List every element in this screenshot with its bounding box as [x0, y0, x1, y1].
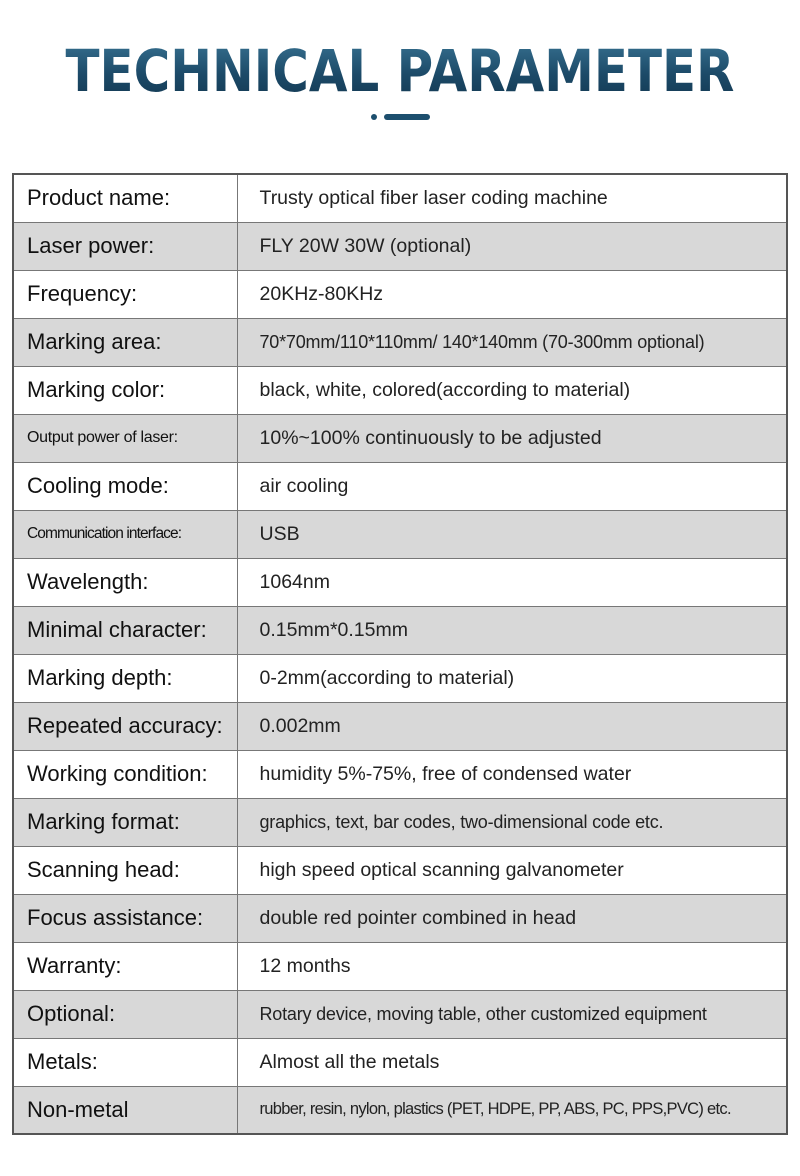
param-label: Minimal character: — [13, 606, 237, 654]
param-label: Marking area: — [13, 318, 237, 366]
param-value: black, white, colored(according to material) — [237, 366, 787, 414]
param-label: Marking depth: — [13, 654, 237, 702]
table-row — [13, 174, 787, 222]
param-label: Scanning head: — [13, 846, 237, 894]
param-label: Repeated accuracy: — [13, 702, 237, 750]
table-row — [13, 222, 787, 270]
param-value: FLY 20W 30W (optional) — [237, 222, 787, 270]
param-label: Marking format: — [13, 798, 237, 846]
param-value: USB — [237, 510, 787, 558]
param-label: Marking color: — [13, 366, 237, 414]
title-ornament — [0, 113, 800, 121]
table-row — [13, 942, 787, 990]
param-value: Trusty optical fiber laser coding machine — [237, 174, 787, 222]
param-label: Frequency: — [13, 270, 237, 318]
table-row — [13, 414, 787, 462]
table-row — [13, 654, 787, 702]
param-value: 0.15mm*0.15mm — [237, 606, 787, 654]
param-value: rubber, resin, nylon, plastics (PET, HDPE, PP, ABS, PC, PPS,PVC) etc. — [237, 1086, 787, 1134]
param-value: air cooling — [237, 462, 787, 510]
table-row — [13, 606, 787, 654]
parameter-table — [12, 173, 788, 1135]
table-row — [13, 558, 787, 606]
param-label: Output power of laser: — [13, 414, 237, 462]
param-label: Communication interface: — [13, 510, 237, 558]
param-label: Laser power: — [13, 222, 237, 270]
table-row — [13, 894, 787, 942]
table-row — [13, 990, 787, 1038]
table-row — [13, 798, 787, 846]
param-label: Product name: — [13, 174, 237, 222]
param-value: 0-2mm(according to material) — [237, 654, 787, 702]
param-value: 12 months — [237, 942, 787, 990]
ornament-bar — [384, 114, 430, 120]
param-label: Non-metal — [13, 1086, 237, 1134]
param-value: Rotary device, moving table, other customized equipment — [237, 990, 787, 1038]
table-row — [13, 510, 787, 558]
param-value: 0.002mm — [237, 702, 787, 750]
ornament-dot — [371, 114, 377, 120]
param-value: graphics, text, bar codes, two-dimensional code etc. — [237, 798, 787, 846]
table-row — [13, 270, 787, 318]
param-value: high speed optical scanning galvanometer — [237, 846, 787, 894]
param-value: humidity 5%-75%, free of condensed water — [237, 750, 787, 798]
table-row — [13, 1086, 787, 1134]
page-title: TECHNICAL PARAMETER — [56, 36, 744, 106]
param-value: 10%~100% continuously to be adjusted — [237, 414, 787, 462]
param-label: Working condition: — [13, 750, 237, 798]
param-value: 20KHz-80KHz — [237, 270, 787, 318]
param-value: 1064nm — [237, 558, 787, 606]
param-label: Wavelength: — [13, 558, 237, 606]
table-row — [13, 702, 787, 750]
table-row — [13, 318, 787, 366]
param-label: Cooling mode: — [13, 462, 237, 510]
table-row — [13, 366, 787, 414]
param-label: Metals: — [13, 1038, 237, 1086]
param-label: Focus assistance: — [13, 894, 237, 942]
table-row — [13, 1038, 787, 1086]
table-row — [13, 846, 787, 894]
param-value: 70*70mm/110*110mm/ 140*140mm (70-300mm optional) — [237, 318, 787, 366]
param-label: Warranty: — [13, 942, 237, 990]
table-row — [13, 462, 787, 510]
param-value: double red pointer combined in head — [237, 894, 787, 942]
table-row — [13, 750, 787, 798]
param-value: Almost all the metals — [237, 1038, 787, 1086]
param-label: Optional: — [13, 990, 237, 1038]
